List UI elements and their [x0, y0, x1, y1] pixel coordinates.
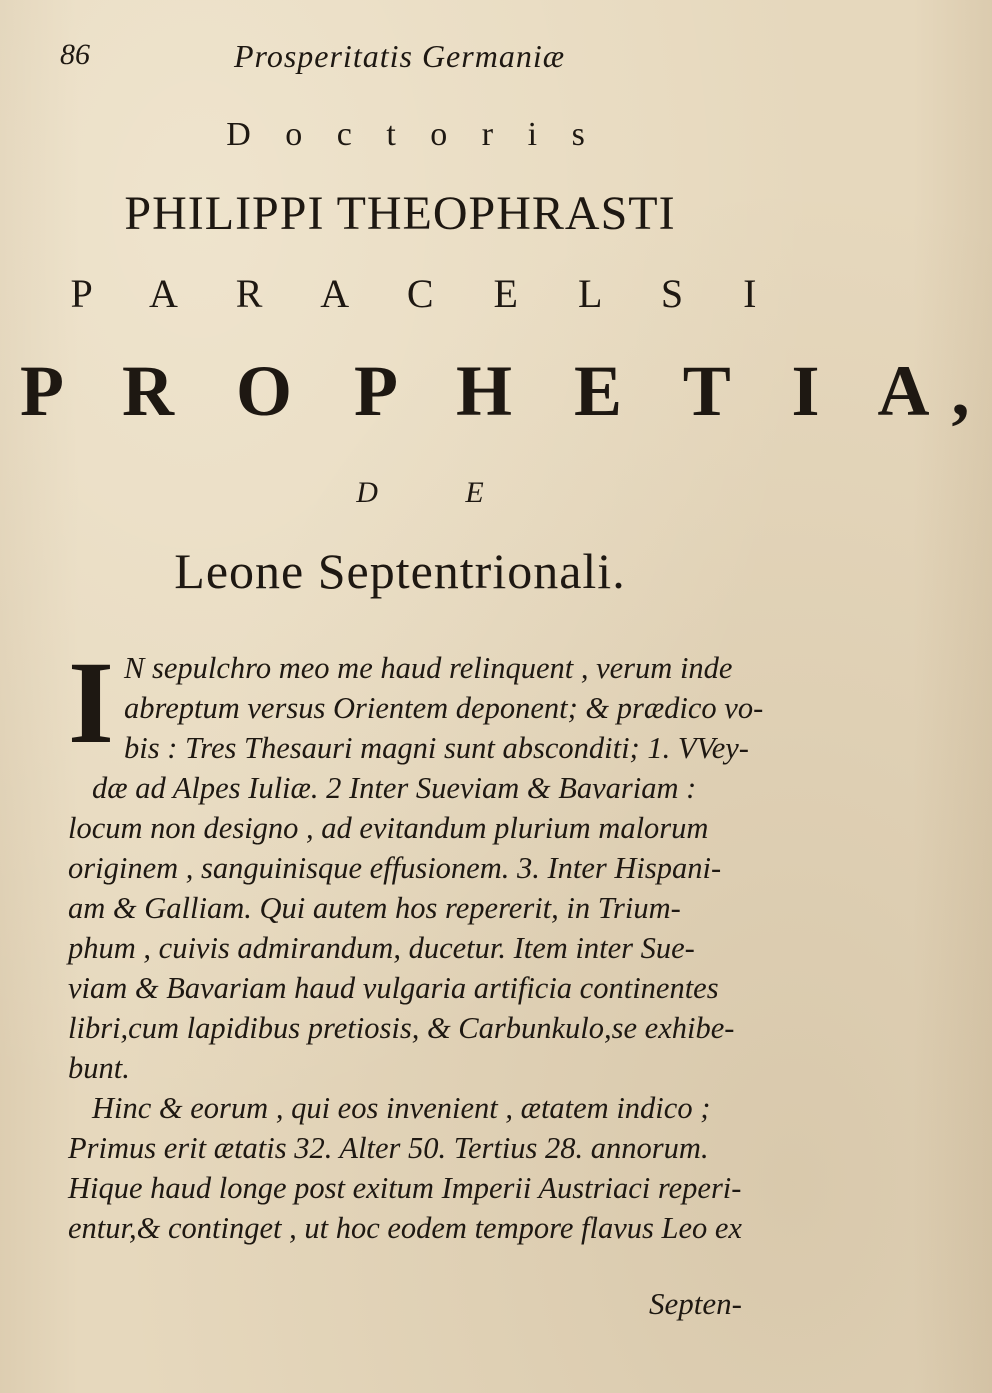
- body-line: viam & Bavariam haud vulgaria artificia continentes: [68, 971, 719, 1005]
- body-line: phum , cuivis admirandum, ducetur. Item inter Sue-: [68, 931, 695, 965]
- page-header: [60, 38, 760, 78]
- body-line: bis : Tres Thesauri magni sunt absconditi; 1. VVey-: [124, 731, 749, 765]
- body-line: bunt.: [68, 1051, 130, 1085]
- body-line: dæ ad Alpes Iuliæ. 2 Inter Sueviam & Bavariam :: [92, 771, 697, 805]
- title-de: D E: [356, 476, 524, 509]
- body-line: Hinc & eorum , qui eos invenient , ætatem indico ;: [92, 1091, 711, 1125]
- body-line: locum non designo , ad evitandum plurium malorum: [68, 811, 709, 845]
- catchword: Septen-: [649, 1286, 742, 1321]
- running-head: Prosperitatis Germaniæ: [234, 38, 566, 74]
- body-line: Hique haud longe post exitum Imperii Austriaci reperi-: [68, 1171, 742, 1205]
- drop-cap-initial: I: [68, 637, 114, 768]
- body-line: N sepulchro meo me haud relinquent , verum inde: [124, 651, 733, 685]
- body-line: abreptum versus Orientem deponent; & prædico vo-: [124, 691, 764, 725]
- body-line: am & Galliam. Qui autem hos repererit, in Trium-: [68, 891, 681, 925]
- page-number: 86: [60, 38, 90, 71]
- title-author-name: PHILIPPI THEOPHRASTI: [124, 187, 676, 240]
- body-line: originem , sanguinisque effusionem. 3. Inter Hispani-: [68, 851, 722, 885]
- body-line: Primus erit ætatis 32. Alter 50. Tertius 28. annorum.: [68, 1131, 709, 1165]
- title-paracelsi: P A R A C E L S I: [70, 271, 782, 316]
- body-line: entur,& continget , ut hoc eodem tempore flavus Leo ex: [68, 1211, 742, 1245]
- body-text: [68, 637, 764, 1248]
- title-prophetia: P R O P H E T I A,: [20, 351, 992, 431]
- body-line: libri,cum lapidibus pretiosis, & Carbunkulo,se exhibe-: [68, 1011, 735, 1045]
- title-subject: Leone Septentrionali.: [174, 543, 626, 599]
- title-doctoris: D o c t o r i s: [226, 116, 598, 153]
